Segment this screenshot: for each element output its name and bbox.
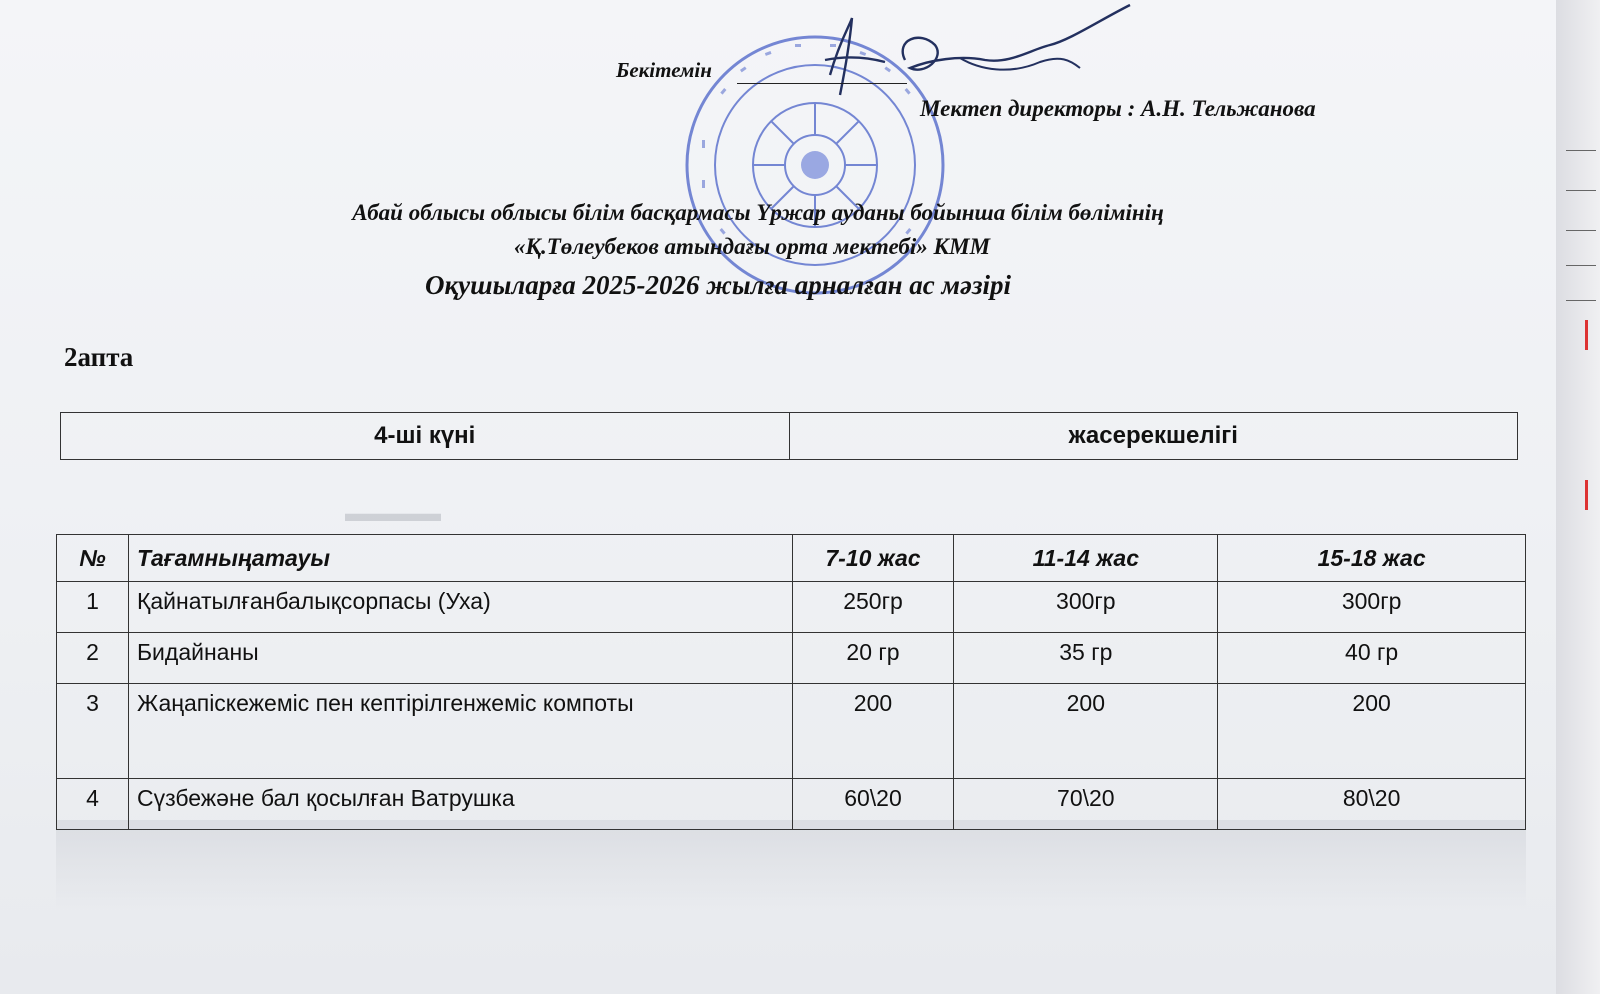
qty-11-14: 200 (954, 684, 1218, 779)
dish-name: Сүзбежәне бал қосылған Ватрушка (128, 779, 792, 830)
qty-7-10: 250гр (792, 582, 954, 633)
day-header-table (60, 412, 1518, 460)
qty-11-14: 70\20 (954, 779, 1218, 830)
table-row (57, 633, 1526, 684)
director-name: Мектеп директоры : А.Н. Тельжанова (920, 96, 1316, 121)
col-number: № (57, 535, 129, 582)
header-line-2: «Қ.Төлеубеков атындағы орта мектебі» КММ (513, 234, 991, 259)
row-number: 1 (57, 582, 129, 633)
page-shadow (56, 820, 1526, 910)
qty-15-18: 80\20 (1218, 779, 1526, 830)
qty-11-14: 35 гр (954, 633, 1218, 684)
qty-7-10: 200 (792, 684, 954, 779)
menu-table (56, 534, 1526, 830)
row-number: 2 (57, 633, 129, 684)
col-age-11-14: 11-14 жас (954, 535, 1218, 582)
qty-15-18: 300гр (1218, 582, 1526, 633)
menu-header-row (57, 535, 1526, 582)
qty-11-14: 300гр (954, 582, 1218, 633)
row-number: 3 (57, 684, 129, 779)
table-row (57, 779, 1526, 830)
red-ink-mark (1585, 320, 1596, 350)
menu-title: Оқушыларға 2025-2026 жылға арналған ас мәзірі (424, 270, 1012, 300)
approval-label: Бекітемін (616, 58, 712, 82)
red-ink-mark (1585, 480, 1596, 510)
table-row (57, 684, 1526, 779)
col-age-7-10: 7-10 жас (792, 535, 954, 582)
show-through-text: ▬▬▬▬ (345, 500, 441, 527)
col-age-15-18: 15-18 жас (1218, 535, 1526, 582)
adjacent-page-edge (1556, 0, 1600, 994)
table-row (57, 582, 1526, 633)
col-dish-name: Тағамныңатауы (128, 535, 792, 582)
dish-name: Жаңапіскежеміс пен кептірілгенжеміс компоты (128, 684, 792, 779)
qty-15-18: 200 (1218, 684, 1526, 779)
day-cell: 4-ші күні (61, 413, 790, 460)
age-feature-cell: жасерекшелігі (789, 413, 1518, 460)
qty-7-10: 20 гр (792, 633, 954, 684)
dish-name: Бидайнаны (128, 633, 792, 684)
qty-7-10: 60\20 (792, 779, 954, 830)
signature-line (737, 83, 907, 84)
dish-name: Қайнатылғанбалықсорпасы (Уха) (128, 582, 792, 633)
row-number: 4 (57, 779, 129, 830)
week-label: 2апта (64, 342, 134, 372)
header-line-1: Абай облысы облысы білім басқармасы Үржар ауданы бойынша білім бөлімінің (352, 200, 1164, 225)
qty-15-18: 40 гр (1218, 633, 1526, 684)
